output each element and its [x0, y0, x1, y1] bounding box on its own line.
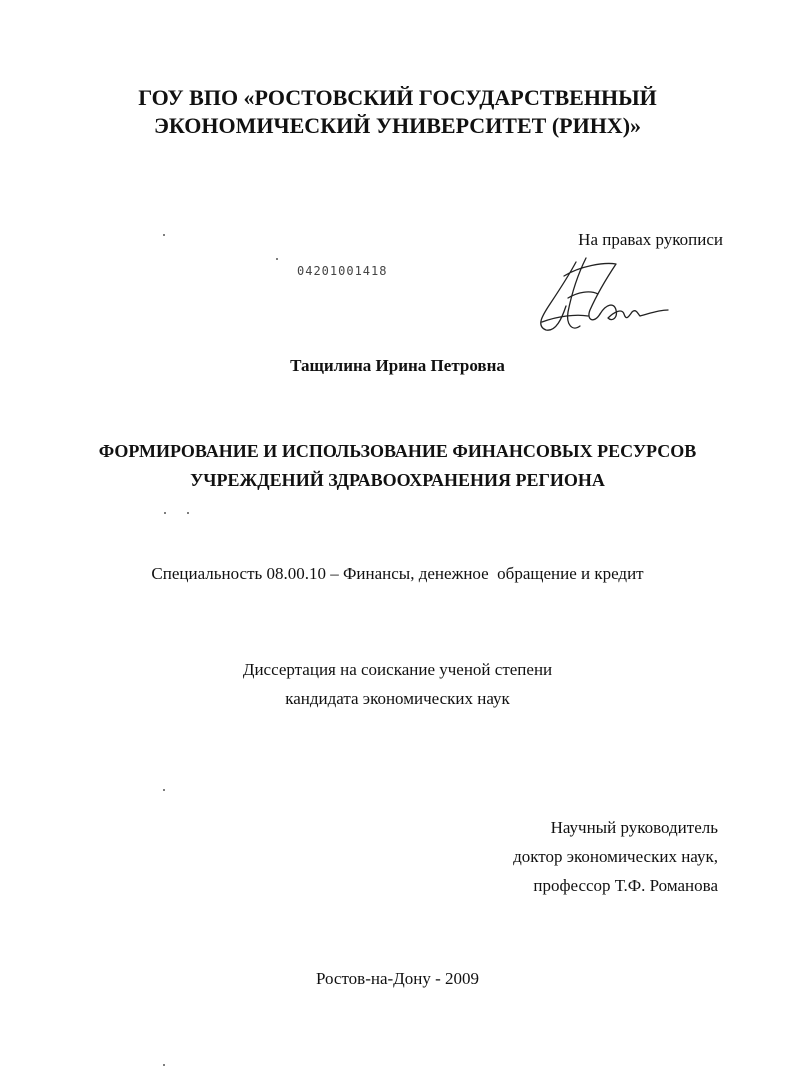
- scan-speck: [276, 258, 278, 260]
- title-line-1: ФОРМИРОВАНИЕ И ИСПОЛЬЗОВАНИЕ ФИНАНСОВЫХ РЕСУРСОВ: [98, 441, 697, 461]
- scan-speck: [164, 512, 166, 514]
- institution-header: [0, 84, 795, 140]
- degree-line-1: Диссертация на соискание ученой степени: [242, 660, 553, 679]
- scan-speck: [163, 1064, 165, 1066]
- supervisor-block: [513, 813, 718, 900]
- scan-speck: [187, 512, 189, 514]
- degree-statement: [0, 655, 795, 713]
- catalog-number: 04201001418: [297, 264, 388, 278]
- scan-speck: [163, 234, 165, 236]
- specialty-line: Специальность 08.00.10 – Финансы, денежное обращение и кредит: [151, 564, 644, 583]
- city-and-year: Ростов-на-Дону - 2009: [315, 969, 480, 988]
- author-signature: [528, 252, 673, 342]
- manuscript-rights-label: На правах рукописи: [578, 230, 723, 249]
- institution-line-1: ГОУ ВПО «РОСТОВСКИЙ ГОСУДАРСТВЕННЫЙ: [138, 85, 657, 110]
- title-line-2: УЧРЕЖДЕНИЙ ЗДРАВООХРАНЕНИЯ РЕГИОНА: [190, 470, 605, 490]
- institution-line-2: ЭКОНОМИЧЕСКИЙ УНИВЕРСИТЕТ (РИНХ)»: [153, 113, 642, 138]
- author-name: Тащилина Ирина Петровна: [290, 356, 505, 375]
- dissertation-title: [0, 437, 795, 495]
- degree-line-2: кандидата экономических наук: [285, 689, 510, 708]
- supervisor-role: Научный руководитель: [550, 818, 718, 837]
- supervisor-name: профессор Т.Ф. Романова: [533, 876, 718, 895]
- scan-speck: [163, 789, 165, 791]
- supervisor-degree: доктор экономических наук,: [513, 847, 718, 866]
